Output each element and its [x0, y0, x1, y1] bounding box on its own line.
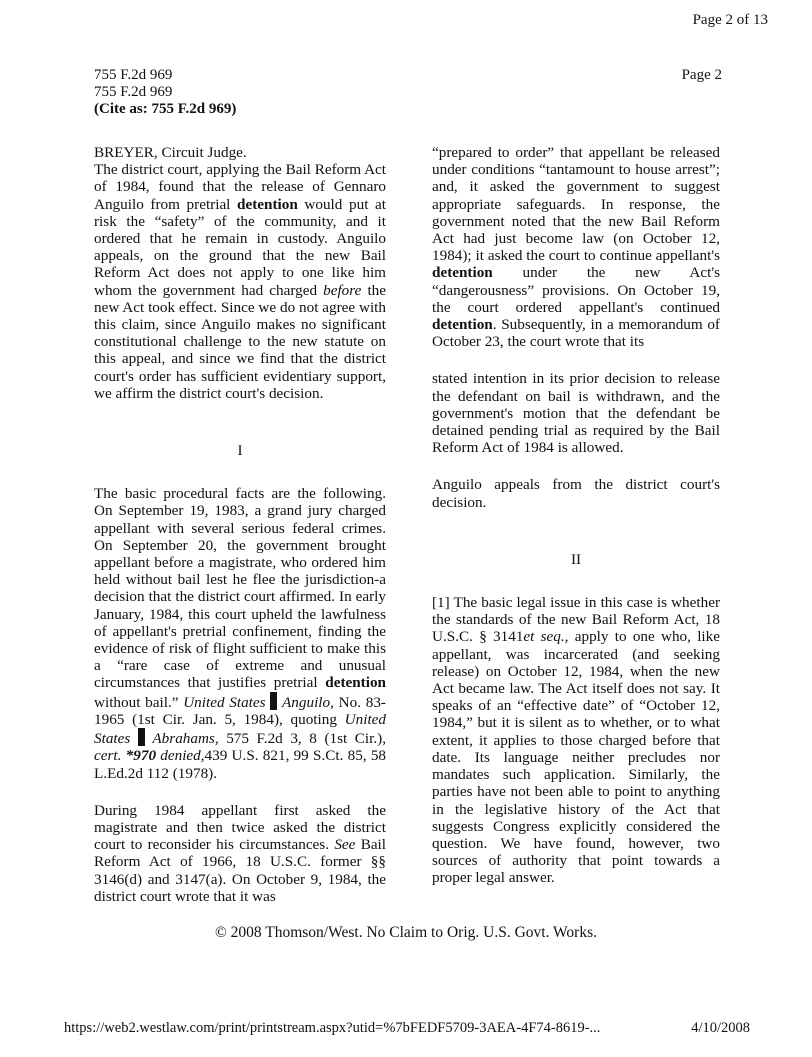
right-column	[432, 144, 720, 887]
print-date: 4/10/2008	[691, 1020, 750, 1036]
page-label: Page 2	[681, 67, 722, 83]
cite-line: 755 F.2d 969	[94, 84, 173, 100]
block-quote: stated intention in its prior decision to release the defendant on bail is withdrawn, and the government's motion that the defendant be detained pending trial as required by the Bail Reform Act of 1984 is allowed.	[432, 370, 720, 457]
opinion-paragraph: The basic procedural facts are the following. On September 19, 1983, a grand jury charged appellant with several serious federal crimes. On September 20, the government brought appellant before a magistrate, who ordered him held without bail lest he flee the jurisdiction-a decision that the district court affirmed. In early January, 1984, this court upheld the lawfulness of appellant's pretrial confinement, finding the evidence of risk of flight sufficient to make this a “rare case of extreme and unusual circumstances that justifies pretrial detention without bail.” United States Anguilo, No. 83-1965 (1st Cir. Jan. 5, 1984), quoting United States Abrahams, 575 F.2d 3, 8 (1st Cir.), cert. *970 denied,439 U.S. 821, 99 S.Ct. 85, 58 L.Ed.2d 112 (1978).	[94, 485, 387, 782]
left-column	[94, 144, 386, 905]
source-url: https://web2.westlaw.com/print/printstream.aspx?utid=%7bFEDF5709-3AEA-4F74-8619-...	[64, 1020, 601, 1036]
search-highlight: detention	[325, 674, 386, 692]
cite-line: 755 F.2d 969	[94, 67, 173, 83]
redaction-mark	[138, 728, 145, 746]
search-highlight: detention	[237, 195, 298, 213]
opinion-paragraph: Anguilo appeals from the district court's decision.	[432, 476, 720, 511]
citation-block	[94, 67, 236, 118]
redaction-mark	[270, 692, 277, 710]
section-heading-ii: II	[570, 550, 582, 568]
copyright-notice: © 2008 Thomson/West. No Claim to Orig. U.S. Govt. Works.	[214, 924, 597, 941]
page-count: Page 2 of 13	[692, 12, 768, 28]
opinion-paragraph: [1] The basic legal issue in this case is whether the standards of the new Bail Reform Act, 18 U.S.C. § 3141et seq., apply to one who, like appellant, was incarcerated (and seeking release) on October 12, 1984, when the new Act became law. The Act itself does not say. It speaks of an “effective date” of “October 12, 1984,” but it is silent as to whether, or to what extent, it applies to those charged before that date. Its language neither precludes nor mandates such application. Similarly, the parties have not been able to point to anything in the legislative history of the Act that suggests Congress explicitly considered the question. We have found, however, two sources of authority that point towards a proper legal answer.	[432, 594, 720, 887]
judge-line: BREYER, Circuit Judge.	[94, 144, 247, 161]
search-highlight: detention	[432, 264, 493, 282]
star-page-marker: *970	[125, 747, 157, 765]
opinion-paragraph: During 1984 appellant first asked the magistrate and then twice asked the district court to reconsider his circumstances. See Bail Reform Act of 1966, 18 U.S.C. former §§ 3146(d) and 3147(a). On October 9, 1984, the district court wrote that it was	[94, 801, 387, 905]
search-highlight: detention	[432, 316, 493, 334]
section-heading-i: I	[237, 442, 243, 460]
opinion-paragraph: The district court, applying the Bail Reform Act of 1984, found that the release of Gennaro Anguilo from pretrial detention would put at risk the “safety” of the community, and it ordered that he remain in custody. Anguilo appeals, on the ground that the new Bail Reform Act does not apply to one like him whom the government had charged before the new Act took effect. Since we do not agree with this claim, since Anguilo makes no significant constitutional challenge to the new statute on this appeal, and since we find that the district court's order has sufficient evidentiary support, we affirm the district court's decision.	[94, 161, 386, 402]
opinion-paragraph: “prepared to order” that appellant be released under conditions “tantamount to house arrest”; and, it asked the government to suggest appropriate safeguards. In response, the government noted that the new Bail Reform Act had just become law (on October 12, 1984); it asked the court to continue appellant's detention under the new Act's “dangerousness” provisions. On October 19, the court ordered appellant's continued detention. Subsequently, in a memorandum of October 23, the court wrote that its	[432, 144, 720, 351]
cite-as-line: (Cite as: 755 F.2d 969)	[94, 101, 237, 117]
